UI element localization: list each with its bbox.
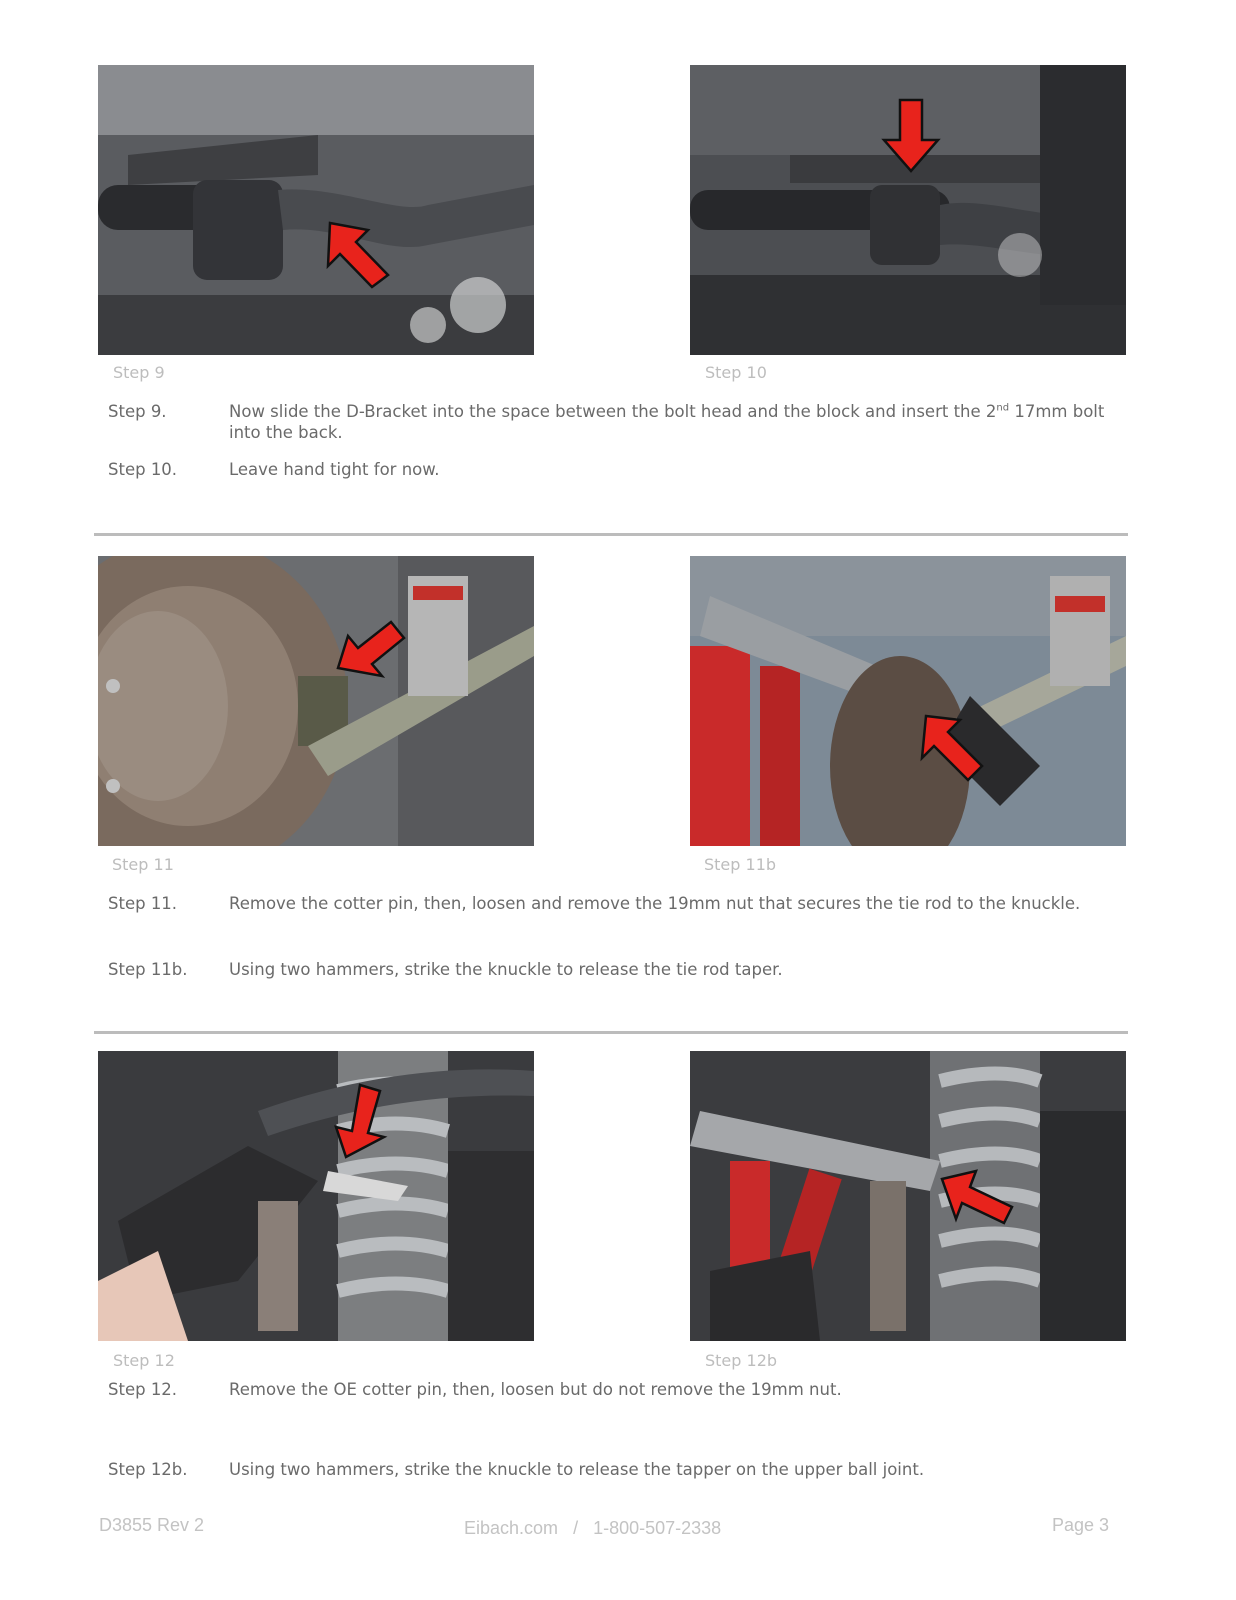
step-9-text [229, 401, 1109, 443]
caption-step-11b: Step 11b [704, 855, 777, 874]
step-11-text: Remove the cotter pin, then, loosen and remove the 19mm nut that secures the tie rod to the knuckle. [229, 894, 1081, 913]
step-9-label: Step 9. [108, 402, 167, 421]
step-12-text: Remove the OE cotter pin, then, loosen but do not remove the 19mm nut. [229, 1380, 842, 1399]
step-11b-label: Step 11b. [108, 960, 188, 979]
step-9-text-part: Now slide the D-Bracket into the space between the bolt head and the block and insert the 2 [229, 402, 997, 421]
red-arrow-icon [98, 556, 534, 846]
red-arrow-icon [690, 65, 1126, 355]
footer-phone: 1-800-507-2338 [593, 1518, 722, 1538]
red-arrow-icon [690, 1051, 1126, 1341]
red-arrow-icon [98, 65, 534, 355]
photo-step-12 [98, 1051, 534, 1341]
footer-page-number: Page 3 [1052, 1515, 1110, 1535]
caption-step-9: Step 9 [113, 363, 165, 382]
caption-step-12b: Step 12b [705, 1351, 778, 1370]
red-arrow-icon [690, 556, 1126, 846]
footer-contact [464, 1518, 721, 1539]
photo-step-11b [690, 556, 1126, 846]
photo-step-10 [690, 65, 1126, 355]
step-10-label: Step 10. [108, 460, 178, 479]
step-11b-text: Using two hammers, strike the knuckle to release the tie rod taper. [229, 960, 783, 979]
step-11-label: Step 11. [108, 894, 178, 913]
red-arrow-icon [98, 1051, 534, 1341]
section-divider [94, 1031, 1128, 1034]
section-divider [94, 533, 1128, 536]
footer-doc-id: D3855 Rev 2 [99, 1515, 205, 1535]
step-12-label: Step 12. [108, 1380, 178, 1399]
caption-step-12: Step 12 [113, 1351, 175, 1370]
caption-step-10: Step 10 [705, 363, 767, 382]
step-12b-label: Step 12b. [108, 1460, 188, 1479]
step-9-text-part: 17mm bolt into the back. [229, 402, 1105, 442]
photo-step-11 [98, 556, 534, 846]
step-9-ordinal: nd [996, 402, 1010, 414]
footer-separator: / [573, 1518, 579, 1538]
photo-step-12b [690, 1051, 1126, 1341]
photo-step-9 [98, 65, 534, 355]
caption-step-11: Step 11 [112, 855, 174, 874]
step-12b-text: Using two hammers, strike the knuckle to release the tapper on the upper ball joint. [229, 1460, 925, 1479]
footer-website[interactable]: Eibach.com [464, 1518, 559, 1538]
step-10-text: Leave hand tight for now. [229, 460, 440, 479]
